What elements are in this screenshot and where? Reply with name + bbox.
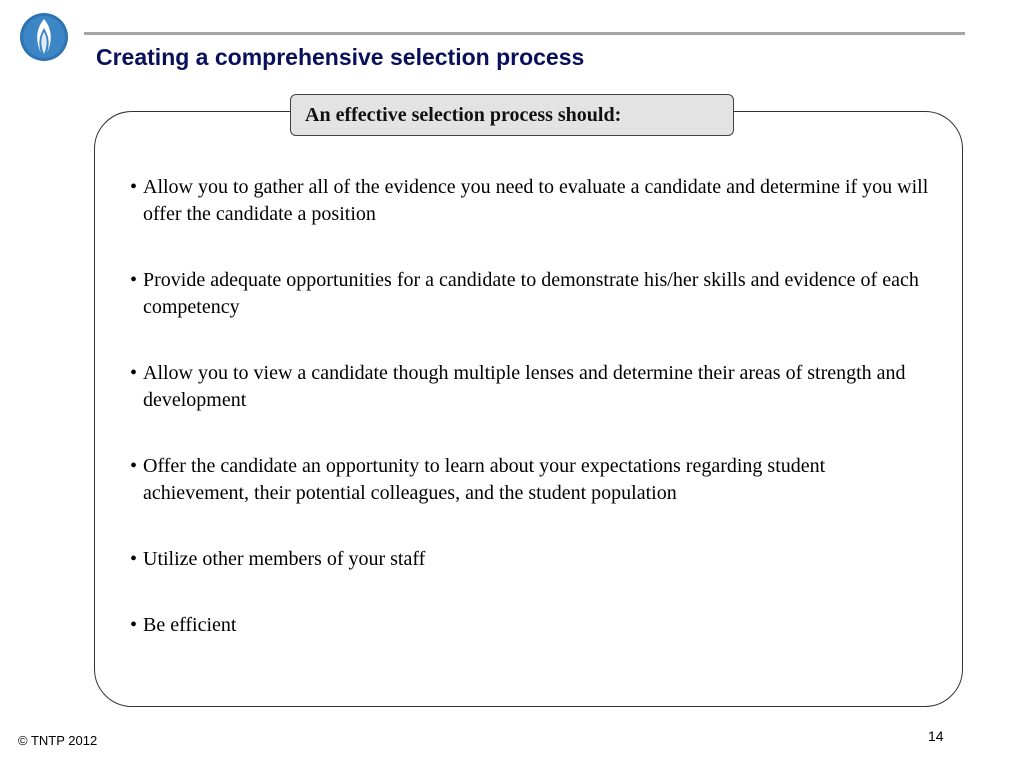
bullet-item <box>130 267 930 321</box>
bullet-text: Offer the candidate an opportunity to learn about your expectations regarding student achievement, their potential colleagues, and the student population <box>143 455 826 504</box>
page-number: 14 <box>928 728 944 744</box>
bullet-list <box>130 174 930 678</box>
bullet-dot: • <box>130 269 138 291</box>
bullet-item <box>130 612 930 639</box>
bullet-dot: • <box>130 614 138 636</box>
bullet-text: Allow you to view a candidate though multiple lenses and determine their areas of strength and development <box>143 362 906 411</box>
bullet-item <box>130 174 930 228</box>
flame-logo-icon <box>17 12 71 62</box>
bullet-text: Provide adequate opportunities for a candidate to demonstrate his/her skills and evidence of each competency <box>143 269 919 318</box>
bullet-dot: • <box>130 455 138 477</box>
bullet-item <box>130 360 930 414</box>
slide-title: Creating a comprehensive selection process <box>96 44 585 70</box>
bullet-dot: • <box>130 176 138 198</box>
footer-copyright: © TNTP 2012 <box>18 733 98 748</box>
content-label: An effective selection process should: <box>290 94 734 136</box>
bullet-text: Be efficient <box>143 614 237 636</box>
bullet-text: Utilize other members of your staff <box>143 548 426 570</box>
bullet-dot: • <box>130 362 138 384</box>
bullet-text: Allow you to gather all of the evidence you need to evaluate a candidate and determine if you will offer the candidate a position <box>143 176 929 225</box>
bullet-dot: • <box>130 548 138 570</box>
header-rule <box>84 32 965 35</box>
bullet-item <box>130 546 930 573</box>
bullet-item <box>130 453 930 507</box>
